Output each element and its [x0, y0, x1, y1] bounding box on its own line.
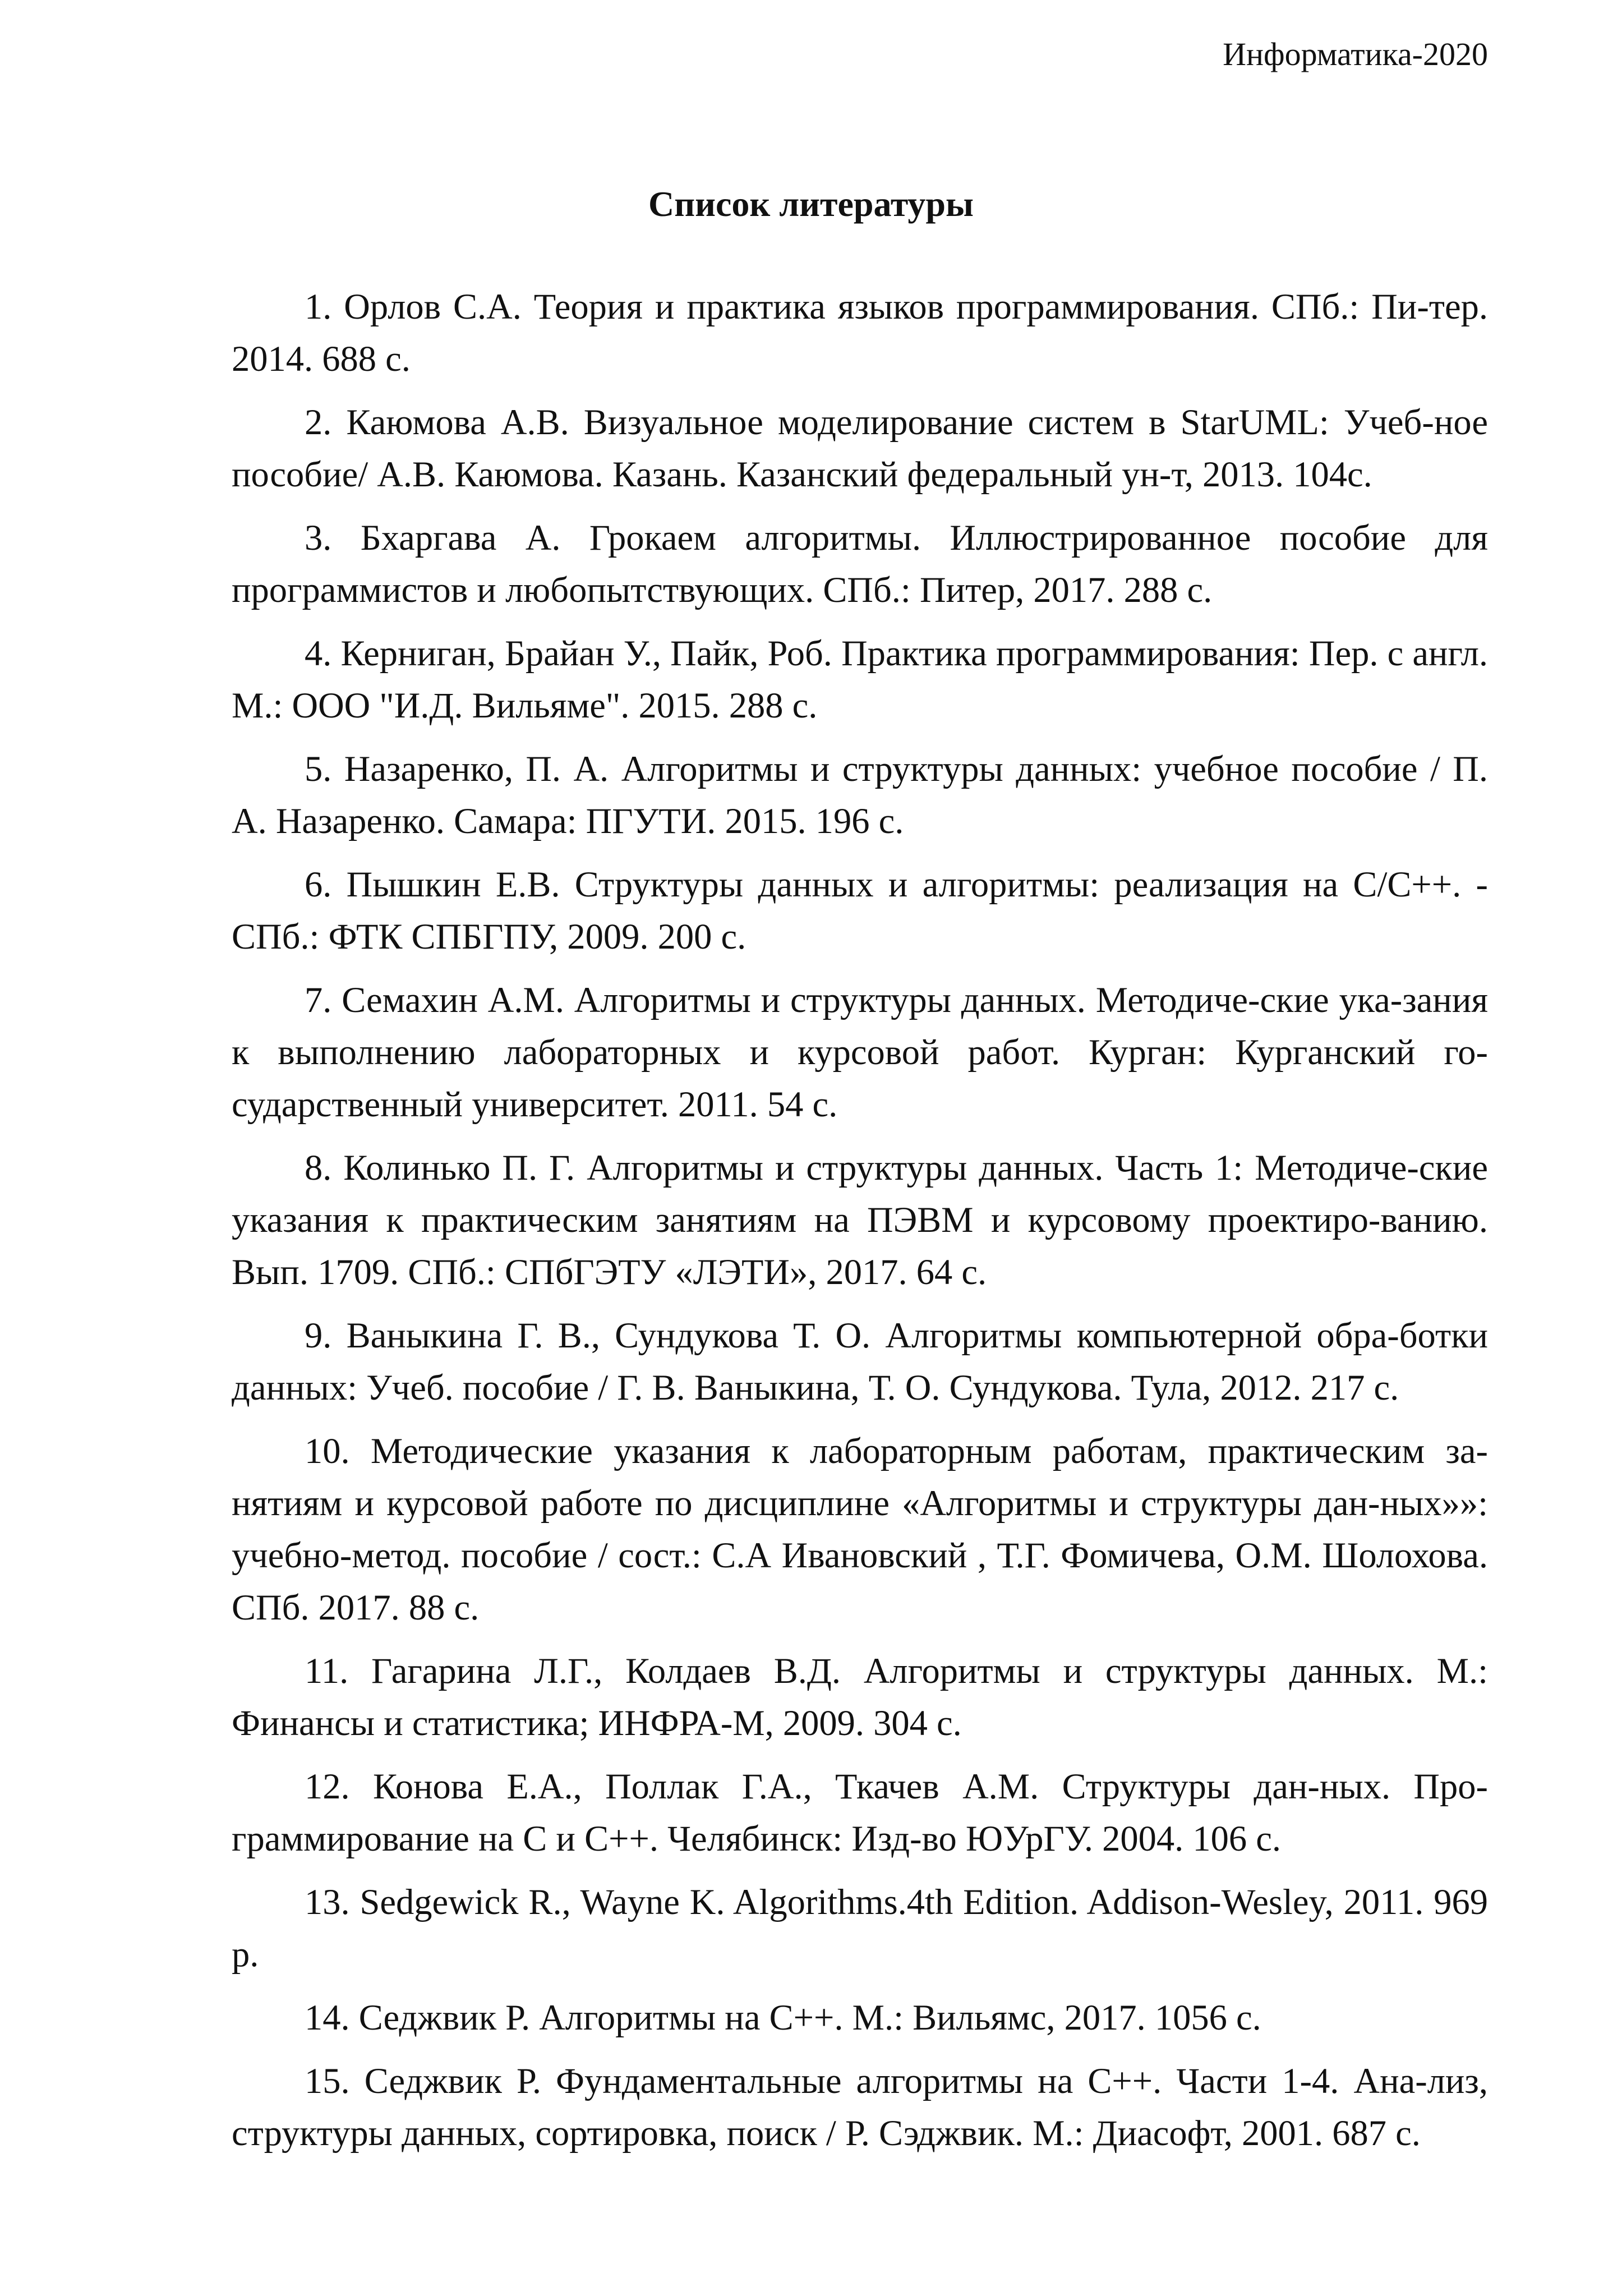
reference-number: 13. [305, 1882, 350, 1922]
reference-number: 4. [305, 633, 332, 673]
reference-item [232, 1309, 1488, 1414]
reference-item [232, 1645, 1488, 1749]
reference-number: 7. [305, 980, 332, 1020]
reference-number: 9. [305, 1315, 332, 1355]
reference-item [232, 1142, 1488, 1298]
reference-text: Ваныкина Г. В., Сундукова Т. О. Алгоритмы компьютерной обра-ботки данных: Учеб. пособие / Г. В. Ваныкина, Т. О. Сундукова. Тула, 2012. 217 с. [232, 1315, 1488, 1407]
reference-text: Колинько П. Г. Алгоритмы и структуры данных. Часть 1: Методиче-ские указания к практическим занятиям на ПЭВМ и курсовому проектиро-ванию. Вып. 1709. СПб.: СПбГЭТУ «ЛЭТИ», 2017. 64 с. [232, 1148, 1488, 1292]
reference-item [232, 396, 1488, 500]
reference-item [232, 1425, 1488, 1634]
reference-text: Гагарина Л.Г., Колдаев В.Д. Алгоритмы и структуры данных. М.: Финансы и статистика; ИНФРА-М, 2009. 304 с. [232, 1651, 1489, 1743]
reference-item [232, 858, 1488, 963]
reference-text: Каюмова А.В. Визуальное моделирование систем в StarUML: Учеб-ное пособие/ А.В. Каюмова. Казань. Казанский федеральный ун-т, 2013. 104с. [232, 402, 1488, 494]
reference-item [232, 512, 1488, 616]
reference-list [232, 280, 1488, 2170]
running-header: Информатика-2020 [1223, 36, 1488, 72]
reference-text: Семахин А.М. Алгоритмы и структуры данных. Методиче-ские ука-зания к выполнению лабораторных и курсовой работ. Курган: Курганский го-сударственный университет. 2011. 54 с. [232, 980, 1488, 1124]
reference-text: Sedgewick R., Wayne K. Algorithms.4th Edition. Addison-Wesley, 2011. 969 p. [232, 1882, 1489, 1974]
page-title: Список литературы [648, 184, 974, 224]
reference-text: Конова Е.А., Поллак Г.А., Ткачев А.М. Структуры дан-ных. Про-граммирование на С и С++. Челябинск: Изд-во ЮУрГУ. 2004. 106 с. [232, 1766, 1488, 1858]
reference-text: Орлов С.А. Теория и практика языков программирования. СПб.: Пи-тер. 2014. 688 с. [232, 287, 1488, 379]
reference-number: 1. [305, 287, 332, 326]
reference-text: Керниган, Брайан У., Пайк, Роб. Практика программирования: Пер. с англ. М.: ООО "И.Д. Вильяме". 2015. 288 с. [232, 633, 1489, 725]
reference-number: 3. [305, 518, 332, 558]
reference-number: 10. [305, 1431, 350, 1471]
reference-item [232, 974, 1488, 1130]
reference-number: 5. [305, 749, 332, 789]
reference-text: Бхаргава А. Грокаем алгоритмы. Иллюстрированное пособие для программистов и любопытствующих. СПб.: Питер, 2017. 288 с. [232, 518, 1488, 610]
reference-text: Пышкин Е.В. Структуры данных и алгоритмы: реализация на C/C++. - СПб.: ФТК СПБГПУ, 2009. 200 с. [232, 864, 1488, 956]
reference-number: 8. [305, 1148, 332, 1188]
reference-item [232, 627, 1488, 731]
reference-text: Седжвик Р. Фундаментальные алгоритмы на С++. Части 1-4. Ана-лиз, структуры данных, сортировка, поиск / Р. Сэджвик. М.: Диасофт, 2001. 687 с. [232, 2061, 1488, 2153]
reference-item [232, 1760, 1488, 1865]
reference-item [232, 280, 1488, 385]
reference-number: 12. [305, 1766, 350, 1806]
reference-number: 14. [305, 1998, 350, 2037]
reference-item [232, 1876, 1488, 1980]
reference-number: 15. [305, 2061, 350, 2101]
reference-text: Методические указания к лабораторным работам, практическим за-нятиям и курсовой работе по дисциплине «Алгоритмы и структуры дан-ных»»: учебно-метод. пособие / сост.: С.А Ивановский , Т.Г. Фомичева, О.М. Шолохова. СПб. 2017. 88 с. [232, 1431, 1488, 1627]
reference-text: Седжвик Р. Алгоритмы на С++. М.: Вильямс, 2017. 1056 с. [358, 1998, 1261, 2037]
reference-item [232, 743, 1488, 847]
reference-text: Назаренко, П. А. Алгоритмы и структуры данных: учебное пособие / П. А. Назаренко. Самара: ПГУТИ. 2015. 196 с. [232, 749, 1489, 841]
reference-number: 6. [305, 864, 332, 904]
reference-number: 11. [305, 1651, 349, 1691]
reference-item [232, 1991, 1488, 2044]
reference-item [232, 2055, 1488, 2159]
reference-number: 2. [305, 402, 332, 442]
